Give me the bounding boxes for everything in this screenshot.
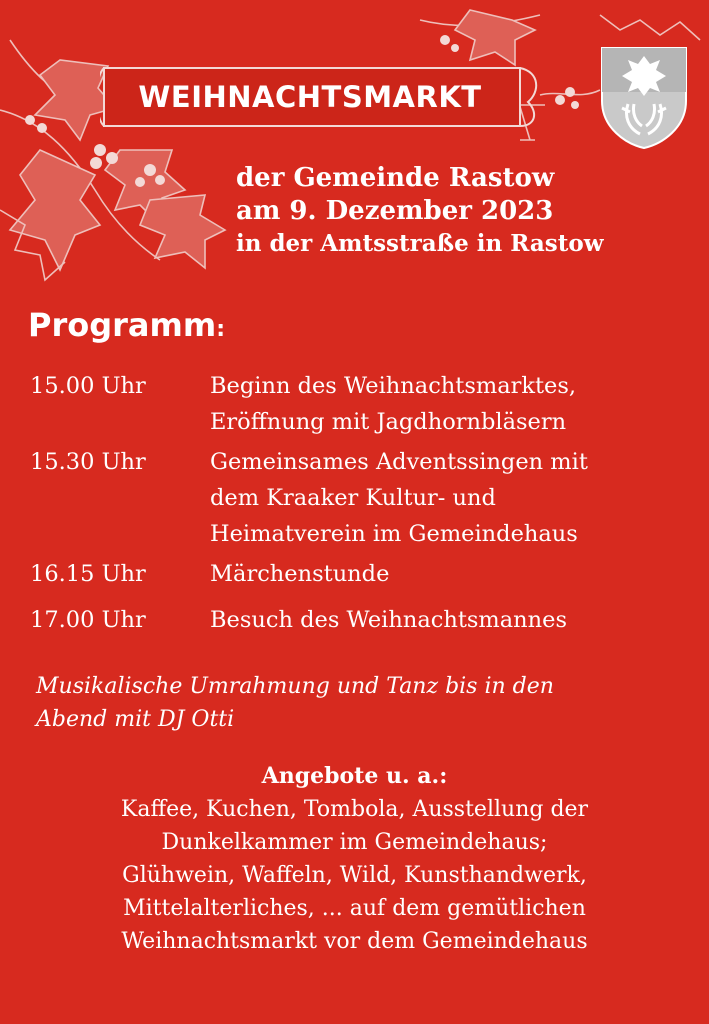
- title-banner: [100, 62, 540, 132]
- schedule-description-line: Märchenstunde: [210, 561, 390, 587]
- program-heading-colon: :: [216, 317, 225, 342]
- schedule-row: [30, 368, 700, 440]
- schedule-time: 15.30 Uhr: [30, 449, 146, 475]
- location-line: in der Amtsstraße in Rastow: [236, 229, 604, 257]
- offers-line: Glühwein, Waffeln, Wild, Kunsthandwerk,: [122, 863, 587, 888]
- schedule-description: [210, 602, 700, 638]
- event-header: [236, 162, 706, 258]
- banner-title: WEIHNACHTSMARKT: [138, 80, 482, 114]
- offers-line: Dunkelkammer im Gemeindehaus;: [161, 830, 548, 855]
- schedule-time: 15.00 Uhr: [30, 373, 146, 399]
- coat-of-arms-icon: [600, 46, 688, 150]
- schedule-row: [30, 556, 700, 592]
- date-line: am 9. Dezember 2023: [236, 196, 554, 227]
- program-schedule: [30, 368, 700, 638]
- offers-line: Weihnachtsmarkt vor dem Gemeindehaus: [121, 929, 588, 954]
- schedule-description: [210, 556, 700, 592]
- schedule-row: [30, 444, 700, 552]
- schedule-time: 16.15 Uhr: [30, 561, 146, 587]
- schedule-description: [210, 444, 700, 552]
- program-heading-text: Programm: [28, 306, 217, 344]
- schedule-description-line: Gemeinsames Adventssingen mit: [210, 449, 588, 475]
- schedule-time: 17.00 Uhr: [30, 607, 146, 633]
- offers-line: Kaffee, Kuchen, Tombola, Ausstellung der: [120, 797, 589, 822]
- schedule-row: [30, 602, 700, 638]
- schedule-description-line: Eröffnung mit Jagdhornbläsern: [210, 409, 567, 435]
- schedule-description-line: dem Kraaker Kultur- und: [210, 485, 496, 511]
- music-note: [36, 670, 696, 736]
- offers-section: [0, 760, 709, 958]
- offers-line: Mittelalterliches, ... auf dem gemütlichen: [123, 896, 586, 921]
- music-note-line: Musikalische Umrahmung und Tanz bis in den: [36, 674, 554, 699]
- organizer-line: der Gemeinde Rastow: [236, 163, 555, 193]
- schedule-description: [210, 368, 700, 440]
- schedule-description-line: Besuch des Weihnachtsmannes: [210, 607, 568, 633]
- music-note-line: Abend mit DJ Otti: [36, 707, 235, 732]
- offers-title: Angebote u. a.:: [261, 763, 448, 789]
- schedule-description-line: Beginn des Weihnachtsmarktes,: [210, 373, 577, 399]
- schedule-description-line: Heimatverein im Gemeindehaus: [210, 521, 578, 547]
- program-heading: [28, 306, 225, 344]
